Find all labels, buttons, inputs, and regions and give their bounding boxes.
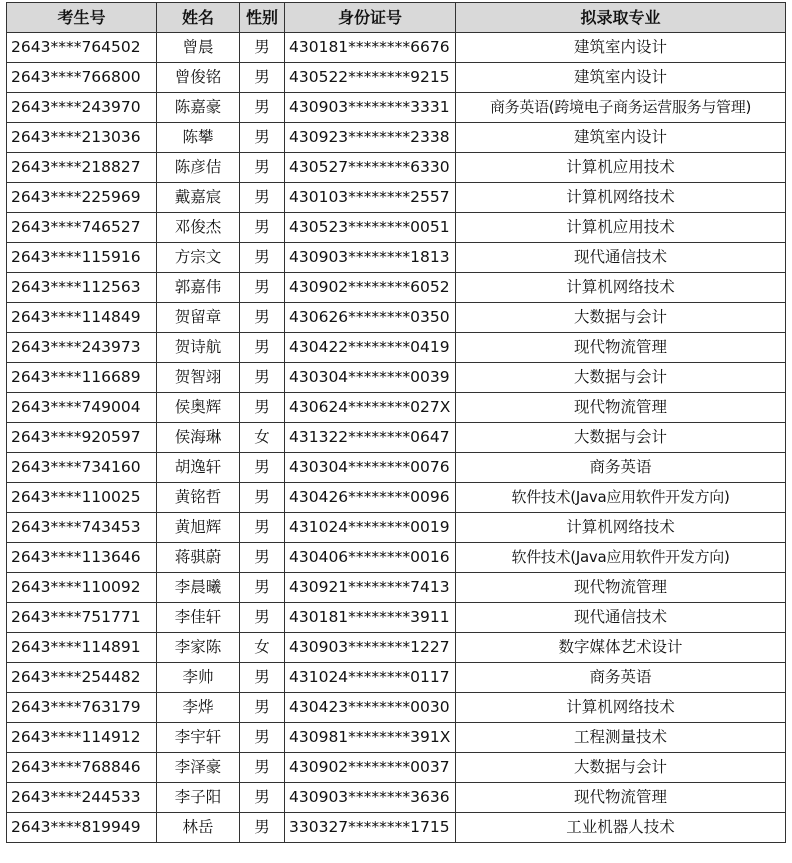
- exam-number-cell: 2643****763179: [7, 693, 157, 723]
- major-cell: 商务英语(跨境电子商务运营服务与管理): [456, 93, 786, 123]
- gender-cell: 男: [240, 183, 285, 213]
- table-row: [7, 303, 786, 333]
- name-cell: 郭嘉伟: [157, 273, 240, 303]
- table-row: [7, 453, 786, 483]
- table-row: [7, 753, 786, 783]
- table-row: [7, 183, 786, 213]
- major-cell: 现代物流管理: [456, 783, 786, 813]
- exam-number-cell: 2643****225969: [7, 183, 157, 213]
- major-cell: 现代物流管理: [456, 573, 786, 603]
- exam-number-cell: 2643****114912: [7, 723, 157, 753]
- header-name: 姓名: [157, 3, 240, 33]
- gender-cell: 男: [240, 603, 285, 633]
- major-cell: 数字媒体艺术设计: [456, 633, 786, 663]
- gender-cell: 男: [240, 513, 285, 543]
- table-row: [7, 393, 786, 423]
- gender-cell: 女: [240, 423, 285, 453]
- table-row: [7, 63, 786, 93]
- gender-cell: 男: [240, 213, 285, 243]
- major-cell: 大数据与会计: [456, 363, 786, 393]
- exam-number-cell: 2643****213036: [7, 123, 157, 153]
- gender-cell: 男: [240, 783, 285, 813]
- name-cell: 李宇轩: [157, 723, 240, 753]
- id-card-cell: 430902********0037: [285, 753, 456, 783]
- name-cell: 李烨: [157, 693, 240, 723]
- major-cell: 软件技术(Java应用软件开发方向): [456, 543, 786, 573]
- name-cell: 邓俊杰: [157, 213, 240, 243]
- id-card-cell: 430981********391X: [285, 723, 456, 753]
- major-cell: 软件技术(Java应用软件开发方向): [456, 483, 786, 513]
- exam-number-cell: 2643****115916: [7, 243, 157, 273]
- table-body: [7, 33, 786, 843]
- major-cell: 计算机网络技术: [456, 513, 786, 543]
- name-cell: 蒋骐蔚: [157, 543, 240, 573]
- table-row: [7, 783, 786, 813]
- exam-number-cell: 2643****243970: [7, 93, 157, 123]
- name-cell: 方宗文: [157, 243, 240, 273]
- id-card-cell: 431024********0019: [285, 513, 456, 543]
- exam-number-cell: 2643****819949: [7, 813, 157, 843]
- id-card-cell: 430903********3331: [285, 93, 456, 123]
- id-card-cell: 431322********0647: [285, 423, 456, 453]
- major-cell: 计算机网络技术: [456, 693, 786, 723]
- major-cell: 商务英语: [456, 453, 786, 483]
- gender-cell: 男: [240, 453, 285, 483]
- gender-cell: 男: [240, 663, 285, 693]
- gender-cell: 男: [240, 153, 285, 183]
- major-cell: 工业机器人技术: [456, 813, 786, 843]
- major-cell: 计算机应用技术: [456, 213, 786, 243]
- table-row: [7, 423, 786, 453]
- exam-number-cell: 2643****218827: [7, 153, 157, 183]
- id-card-cell: 430426********0096: [285, 483, 456, 513]
- id-card-cell: 430527********6330: [285, 153, 456, 183]
- name-cell: 李泽豪: [157, 753, 240, 783]
- gender-cell: 男: [240, 33, 285, 63]
- name-cell: 贺智翊: [157, 363, 240, 393]
- gender-cell: 男: [240, 303, 285, 333]
- table-row: [7, 243, 786, 273]
- exam-number-cell: 2643****114849: [7, 303, 157, 333]
- id-card-cell: 430181********6676: [285, 33, 456, 63]
- table-row: [7, 123, 786, 153]
- id-card-cell: 431024********0117: [285, 663, 456, 693]
- exam-number-cell: 2643****766800: [7, 63, 157, 93]
- id-card-cell: 430422********0419: [285, 333, 456, 363]
- gender-cell: 男: [240, 393, 285, 423]
- name-cell: 黄铭哲: [157, 483, 240, 513]
- name-cell: 李家陈: [157, 633, 240, 663]
- gender-cell: 男: [240, 813, 285, 843]
- exam-number-cell: 2643****920597: [7, 423, 157, 453]
- gender-cell: 男: [240, 123, 285, 153]
- table-row: [7, 213, 786, 243]
- major-cell: 大数据与会计: [456, 303, 786, 333]
- exam-number-cell: 2643****110092: [7, 573, 157, 603]
- id-card-cell: 430626********0350: [285, 303, 456, 333]
- name-cell: 陈彦佶: [157, 153, 240, 183]
- id-card-cell: 430304********0076: [285, 453, 456, 483]
- table-row: [7, 603, 786, 633]
- major-cell: 建筑室内设计: [456, 33, 786, 63]
- exam-number-cell: 2643****114891: [7, 633, 157, 663]
- name-cell: 侯奥辉: [157, 393, 240, 423]
- exam-number-cell: 2643****749004: [7, 393, 157, 423]
- exam-number-cell: 2643****734160: [7, 453, 157, 483]
- id-card-cell: 430923********2338: [285, 123, 456, 153]
- id-card-cell: 430624********027X: [285, 393, 456, 423]
- table-row: [7, 723, 786, 753]
- gender-cell: 男: [240, 363, 285, 393]
- major-cell: 计算机网络技术: [456, 183, 786, 213]
- name-cell: 黄旭辉: [157, 513, 240, 543]
- table-row: [7, 663, 786, 693]
- table-row: [7, 333, 786, 363]
- table-row: [7, 273, 786, 303]
- admission-table: [6, 2, 786, 843]
- header-row: [7, 3, 786, 33]
- gender-cell: 男: [240, 63, 285, 93]
- name-cell: 胡逸轩: [157, 453, 240, 483]
- table-row: [7, 513, 786, 543]
- exam-number-cell: 2643****746527: [7, 213, 157, 243]
- name-cell: 李帅: [157, 663, 240, 693]
- id-card-cell: 430181********3911: [285, 603, 456, 633]
- name-cell: 李晨曦: [157, 573, 240, 603]
- major-cell: 现代物流管理: [456, 333, 786, 363]
- id-card-cell: 430921********7413: [285, 573, 456, 603]
- exam-number-cell: 2643****113646: [7, 543, 157, 573]
- name-cell: 戴嘉宸: [157, 183, 240, 213]
- name-cell: 陈嘉豪: [157, 93, 240, 123]
- id-card-cell: 430423********0030: [285, 693, 456, 723]
- id-card-cell: 430103********2557: [285, 183, 456, 213]
- id-card-cell: 430406********0016: [285, 543, 456, 573]
- exam-number-cell: 2643****116689: [7, 363, 157, 393]
- exam-number-cell: 2643****751771: [7, 603, 157, 633]
- gender-cell: 男: [240, 723, 285, 753]
- name-cell: 曾晨: [157, 33, 240, 63]
- table-row: [7, 363, 786, 393]
- gender-cell: 男: [240, 273, 285, 303]
- exam-number-cell: 2643****112563: [7, 273, 157, 303]
- table-row: [7, 153, 786, 183]
- gender-cell: 男: [240, 693, 285, 723]
- major-cell: 计算机网络技术: [456, 273, 786, 303]
- header-major: 拟录取专业: [456, 3, 786, 33]
- table-row: [7, 543, 786, 573]
- name-cell: 贺诗航: [157, 333, 240, 363]
- exam-number-cell: 2643****243973: [7, 333, 157, 363]
- exam-number-cell: 2643****764502: [7, 33, 157, 63]
- major-cell: 现代通信技术: [456, 243, 786, 273]
- major-cell: 工程测量技术: [456, 723, 786, 753]
- name-cell: 陈攀: [157, 123, 240, 153]
- id-card-cell: 430903********3636: [285, 783, 456, 813]
- id-card-cell: 430902********6052: [285, 273, 456, 303]
- exam-number-cell: 2643****110025: [7, 483, 157, 513]
- table-row: [7, 93, 786, 123]
- table-row: [7, 573, 786, 603]
- table-row: [7, 813, 786, 843]
- name-cell: 贺留章: [157, 303, 240, 333]
- name-cell: 侯海琳: [157, 423, 240, 453]
- id-card-cell: 430903********1227: [285, 633, 456, 663]
- gender-cell: 男: [240, 543, 285, 573]
- name-cell: 林岳: [157, 813, 240, 843]
- major-cell: 建筑室内设计: [456, 63, 786, 93]
- gender-cell: 男: [240, 333, 285, 363]
- table-row: [7, 33, 786, 63]
- gender-cell: 男: [240, 483, 285, 513]
- exam-number-cell: 2643****254482: [7, 663, 157, 693]
- id-card-cell: 430903********1813: [285, 243, 456, 273]
- table-header: [7, 3, 786, 33]
- id-card-cell: 430523********0051: [285, 213, 456, 243]
- header-exam-number: 考生号: [7, 3, 157, 33]
- name-cell: 曾俊铭: [157, 63, 240, 93]
- major-cell: 商务英语: [456, 663, 786, 693]
- header-gender: 性别: [240, 3, 285, 33]
- major-cell: 建筑室内设计: [456, 123, 786, 153]
- name-cell: 李子阳: [157, 783, 240, 813]
- id-card-cell: 430304********0039: [285, 363, 456, 393]
- major-cell: 大数据与会计: [456, 423, 786, 453]
- header-id-card: 身份证号: [285, 3, 456, 33]
- gender-cell: 男: [240, 753, 285, 783]
- exam-number-cell: 2643****743453: [7, 513, 157, 543]
- table-row: [7, 633, 786, 663]
- id-card-cell: 430522********9215: [285, 63, 456, 93]
- name-cell: 李佳轩: [157, 603, 240, 633]
- gender-cell: 女: [240, 633, 285, 663]
- major-cell: 现代物流管理: [456, 393, 786, 423]
- major-cell: 计算机应用技术: [456, 153, 786, 183]
- gender-cell: 男: [240, 573, 285, 603]
- gender-cell: 男: [240, 93, 285, 123]
- major-cell: 大数据与会计: [456, 753, 786, 783]
- id-card-cell: 330327********1715: [285, 813, 456, 843]
- table-row: [7, 693, 786, 723]
- exam-number-cell: 2643****768846: [7, 753, 157, 783]
- exam-number-cell: 2643****244533: [7, 783, 157, 813]
- gender-cell: 男: [240, 243, 285, 273]
- major-cell: 现代通信技术: [456, 603, 786, 633]
- table-row: [7, 483, 786, 513]
